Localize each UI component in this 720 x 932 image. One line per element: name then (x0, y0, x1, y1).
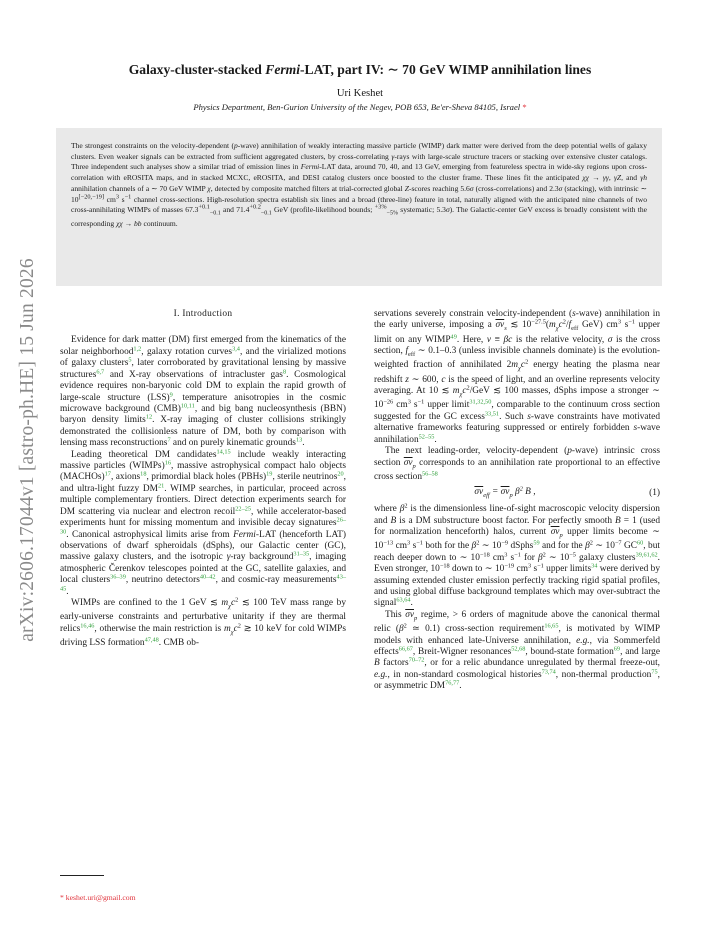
paragraph: The next leading-order, velocity-dependent (p-wave) intrinsic cross section $\overline{\sigma v}_p$ corresponds to an annihilation rate proportional to an effective cross section$^{56-58}$ (374, 446, 660, 482)
paragraph: This $\overline{\sigma v}_p$ regime, > 6 orders of magnitude above the canonical thermal relic ($\beta^2$ ≃ 0.1) cross-section requirement$^{16,65}$, is motivated by WIMP models with enhanced late-Universe annihilation, e.g., via Sommerfeld effects$^{66,67}$, Breit-Wigner resonances$^{52,68}$, bound-state formation$^{69}$, and large B factors$^{70-72}$, or for a relic abundance unregulated by thermal freeze-out, e.g., in non-standard cosmological histories$^{73,74}$, non-thermal production$^{75}$, or asymmetric DM$^{76,77}$. (374, 609, 661, 692)
footnote (60, 893, 136, 902)
equation-body: $\overline{\sigma v}_{eff} = \overline{\sigma v}_p$ $\beta^2$ B , (474, 484, 536, 499)
abstract: The strongest constraints on the velocity-dependent (p-wave) annihilation of weakly interacting massive particle (WIMP) dark matter were derived from the deep potential wells of galaxy clusters. Even weaker signals can be extracted from sufficient aggregated clusters, by cross-correlating γ-rays with large-scale structure tracers or stacking over extensive cluster catalogs. Three independent such analyses show a similar triad of emission lines in Fermi-LAT data, around 70, 40, and 13 GeV, emerging from featureless spectra in wide-sky regions upon cross-correlation with eROSITA maps, and in stacked MCXC, eROSITA, and DESI catalog clusters once boosted to the cluster frame. These lines fit the anticipated χχ → γγ, γZ, and γh annihilation channels of a ∼ 70 GeV WIMP χ, detected by composite matched filters at trial-corrected global Z-scores reaching 5.6σ (cross-correlations) and 2.3σ (stacking), with intrinsic ∼ 10[−20,−19] $cm^3$ $s^{-1}$ channel cross-sections. High-resolution spectra establish six lines and a broad (three-line) feature in total, naturally aligned with the anticipated nine channels of two cross-annihilating WIMPs of masses $67.3^{+0.1}_{-0.1}$ and $71.4^{+0.2}_{-0.1}$ GeV (profile-likelihood bounds; $^{+3\%}_{-5\%}$ systematic; 5.3σ). The Galactic-center GeV excess is broadly consistent with the corresponding χχ → bb continuum. (56, 128, 662, 286)
paragraph: Evidence for dark matter (DM) first emerged from the kinematics of the solar neighborhood$^{1,2}$, galaxy rotation curves$^{3,4}$, and the virialized motions of galaxy clusters$^5$, later corroborated by gravitational lensing by massive structures$^{6,7}$ and X-ray observations of intracluster gas$^8$. Cosmological evidence requires non-baryonic cold DM to explain the rapid growth of large-scale structure (LSS)$^9$, temperature anisotropies in the cosmic microwave background (CMB)$^{10,11}$, and big bang nucleosynthesis (BBN) baryon density limits$^{12}$. X-ray imaging of cluster collisions strikingly demonstrated the collisionless nature of DM, both by comparison with lensing mass reconstructions$^7$ and on purely kinematic grounds$^{13}$. (60, 335, 347, 449)
left-column (60, 309, 346, 650)
paragraph: where $\beta^2$ is the dimensionless line-of-sight macroscopic velocity dispersion and B is a DM substructure boost factor. For perfectly smooth B = 1 (used for normalization henceforth) halos, current $\overline{\sigma v}_p$ upper limits become ∼ $10^{-13}$ $cm^3$ $s^{-1}$ both for the $\beta^2$ ∼ $10^{-9}$ dSphs$^{59}$ and for the $\beta^2$ ∼ $10^{-7}$ GC$^{60}$, but reach deeper down to ∼ $10^{-18}$ $cm^3$ $s^{-1}$ for $\beta^2$ ∼ $10^{-5}$ galaxy clusters$^{39,61,62}$. Even stronger, $10^{-18}$ down to ∼ $10^{-19}$ $cm^3$ $s^{-1}$ upper limits$^{34}$ were derived by assuming extended cluster emission perfectly tracking rigid spatial profiles, and using global diffuse background templates which may over-subtract the signal$^{63,64}$. (374, 502, 660, 609)
footnote-mark: * (60, 893, 64, 902)
affiliation-mark[interactable]: * (522, 102, 527, 112)
paragraph: servations severely constrain velocity-independent (s-wave) annihilation in the early universe, imposing a $\overline{\sigma v}_s$ ≲ $10^{-27.5}(m_\chi c^2/f_{eff}$ GeV) $cm^3$ $s^{-1}$ upper limit on any WIMP$^{49}$. Here, v ≡ βc is the relative velocity, σ is the cross section, $f_{eff}$ ∼ 0.1–0.3 (unless invisible channels dominate) is the evolution-weighted fraction of annihilated $2m_\chi c^2$ energy heating the plasma near redshift z ∼ 600, c is the speed of light, and an overline represents velocity averaging. At 10 ≲ $m_\chi c^2$/GeV ≲ 100 masses, dSphs impose a stronger ∼ $10^{-26}$ $cm^3$ $s^{-1}$ upper limit$^{31,32,50}$, comparable to the continuum cross section suggested for the GC excess$^{33,51}$. Such s-wave constraints have motivated alternative frameworks featuring suppressed or entirely forbidden s-wave annihilation$^{52-55}$. (374, 309, 661, 445)
equation-1 (374, 486, 660, 501)
affiliation-text: Physics Department, Ben-Gurion University of the Negev, POB 653, Be'er-Sheva 84105, Israel (193, 102, 521, 112)
arxiv-stamp (8, 230, 48, 670)
equation-number: (1) (649, 487, 660, 498)
paragraph: WIMPs are confined to the 1 GeV ≲ $m_\chi c^2$ ≲ 100 TeV mass range by early-universe constraints and perturbative unitarity if they are thermal relics$^{16,46}$, otherwise the main restriction is $m_\chi c^2$ ≳ 10 keV for cold WIMPs driving LSS formation$^{47,48}$. CMB ob- (60, 596, 346, 649)
paper-title: Galaxy-cluster-stacked Fermi-LAT, part IV: ∼ 70 GeV WIMP annihilation lines (128, 62, 592, 77)
arxiv-id: arXiv:2606.17044v1 [astro-ph.HE] 15 Jun 2026 (17, 258, 38, 642)
paragraph: Leading theoretical DM candidates$^{14,15}$ include weakly interacting massive particles (WIMPs)$^{16}$, massive astrophysical compact halo objects (MACHOs)$^{17}$, axions$^{18}$, primordial black holes (PBHs)$^{19}$, sterile neutrinos$^{20}$, and ultra-light fuzzy DM$^{21}$. WIMP searches, in particular, proceed across multiple complementary frontiers. Direct detection experiments search for DM scattering via nuclear and electron recoil$^{22-25}$, while accelerator-based experiments hunt for missing momentum and invisible decay signatures$^{26-30}$. Canonical astrophysical limits arise from Fermi-LAT (henceforth LAT) observations of dwarf spheroidals (dSphs), our Galactic center (GC), massive galaxy clusters, and the isotropic γ-ray background$^{31-35}$, imaging atmospheric Čerenkov telescopes pointed at the GC, satellite galaxies, and local clusters$^{36-39}$, neutrino detectors$^{40-42}$, and cosmic-ray measurements$^{43-45}$. (60, 448, 347, 597)
author-name: Uri Keshet (336, 88, 384, 99)
author-email-link[interactable]: keshet.uri@gmail.com (65, 893, 136, 902)
right-column (374, 309, 660, 693)
section-heading: I. Introduction (173, 309, 233, 319)
footnote-rule (60, 875, 104, 876)
affiliation (60, 102, 660, 112)
